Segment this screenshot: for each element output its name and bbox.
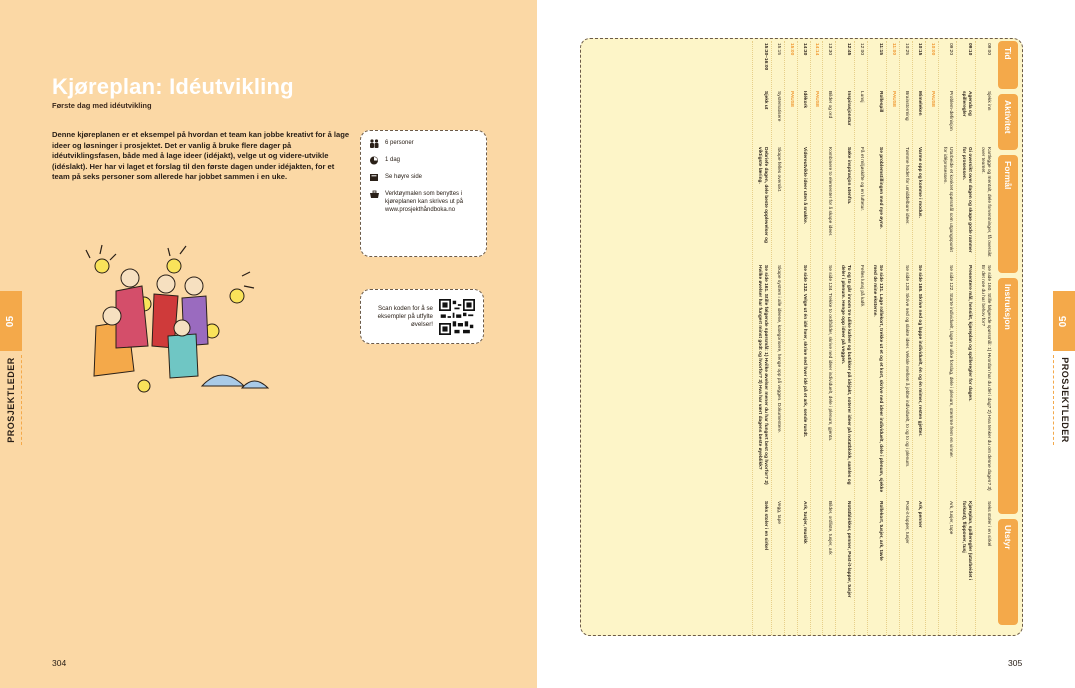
chapter-number: 05 xyxy=(1058,315,1070,327)
cell-tid: 11:15 xyxy=(877,43,883,56)
chapter-label-text: PROSJEKTLEDER xyxy=(5,357,16,443)
table-row xyxy=(925,41,938,635)
cell-aktivitet: PAUSE xyxy=(929,91,935,108)
info-row-reference xyxy=(369,173,478,182)
cell-instruksjon xyxy=(890,263,896,499)
cell-aktivitet: Inspirasjonstur xyxy=(846,91,852,126)
cell-aktivitet: Agenda og spilleregler xyxy=(961,91,973,117)
cell-utstyr: Vegg, tape xyxy=(775,501,781,524)
cell-aktivitet: Systematisere xyxy=(775,91,781,122)
table-row xyxy=(771,41,784,635)
cell-utstyr xyxy=(814,499,820,605)
table-row xyxy=(854,41,867,635)
info-row-toolkit xyxy=(369,190,478,214)
table-row xyxy=(810,41,823,635)
cell-aktivitet: PAUSE xyxy=(890,91,896,108)
cell-formal: Tømme hodet for umiddelbare ideer. xyxy=(903,147,909,225)
cell-utstyr: Seks stoler i en sirkel xyxy=(986,501,991,547)
cell-formal: Utarbeide et konkret spørsmål som utgangspunkt for idéprosessen. xyxy=(942,147,954,252)
cell-instruksjon xyxy=(929,263,935,499)
cell-utstyr xyxy=(929,499,935,605)
cell-aktivitet: PAUSE xyxy=(788,91,794,108)
schedule-table xyxy=(583,41,1022,635)
cell-tid: 12:00 xyxy=(859,43,865,56)
cell-instruksjon: Se side 132. Velge ut én idé hver, skrive ned hver idé på et ark, sende rundt. xyxy=(801,265,807,438)
cell-formal: Kartlegge og mentalt, dele forventninger, få oversikt over teamet. xyxy=(980,147,991,257)
cell-instruksjon: To og to går innom tre ulike kafeer og butikker på idéjakt, noterer ideer på notatblokk, samles og deler i plenum. Henge opp ideer på veggen. xyxy=(840,265,852,485)
cell-tid: 14:30 xyxy=(801,43,807,56)
cell-aktivitet: Sjekk inn xyxy=(986,91,991,111)
cell-instruksjon: Se side 134. Trekke to ord/bilder, skrive ned ideer individuelt, dele i plenum, gjenta. xyxy=(827,265,833,442)
cell-formal xyxy=(929,145,935,263)
cell-instruksjon: Se side 131. Lage rollekort, trekke ut et og et kort, skrive ned ideer individuelt, dele i plenum, sjekke med de mine eksterne. xyxy=(872,265,883,493)
qr-code-icon[interactable] xyxy=(439,299,475,335)
header-instruksjon: Instruksjon xyxy=(998,278,1018,514)
table-row xyxy=(975,41,994,635)
people-icon xyxy=(369,139,380,148)
cell-aktivitet: Sjekk ut xyxy=(762,91,768,110)
table-row xyxy=(823,41,836,635)
table-row xyxy=(912,41,925,635)
cell-formal xyxy=(788,145,794,263)
book-icon xyxy=(369,173,380,182)
info-box xyxy=(360,130,487,257)
cell-tid: 15:30–16:00 xyxy=(762,43,768,71)
table-header xyxy=(994,41,1022,635)
cell-aktivitet: Problem-definisjon xyxy=(948,91,954,131)
cell-tid: 14:14 xyxy=(814,43,820,56)
cell-formal: Videreutvikle ideer uten å snakke. xyxy=(801,147,807,224)
page-number-left: 304 xyxy=(52,658,67,668)
table-body xyxy=(752,41,994,635)
cell-aktivitet: Lunsj xyxy=(859,91,865,103)
cell-tid: 09:20 xyxy=(948,43,954,56)
cell-tid: 10:25 xyxy=(903,43,909,56)
header-utstyr: Utstyr xyxy=(998,519,1018,625)
cell-instruksjon: Presentere mål, hensikt, kjøreplan og spilleregler for dagen. xyxy=(967,265,973,402)
cell-formal: Skape felles oversikt. xyxy=(775,147,781,193)
cell-instruksjon: Felles lunsj på kafé. xyxy=(859,265,865,308)
cell-tid: 10:00 xyxy=(929,43,935,56)
cell-instruksjon: Se side 165. Skrive ned og lappe individuelt, én og én mimer, resten gjetter. xyxy=(916,265,922,437)
cell-utstyr xyxy=(788,499,794,605)
cell-utstyr: Post-it-lapper, tusjer xyxy=(903,501,909,544)
table-row xyxy=(886,41,899,635)
table-row xyxy=(899,41,912,635)
cell-aktivitet: Bilder og ord xyxy=(827,91,833,119)
info-people-text: 6 personer xyxy=(385,140,414,146)
cell-instruksjon: Se side 122. Starte individuelt, lage tre ulike forslag, dele i plenum, stemme frem en vinner. xyxy=(948,265,954,459)
table-row xyxy=(867,41,886,635)
cell-aktivitet: Idékork xyxy=(801,91,807,109)
cell-tid: 13:30 xyxy=(827,43,833,56)
table-row xyxy=(835,41,854,635)
cell-utstyr: Ark, penner xyxy=(916,501,922,528)
qr-box xyxy=(360,289,484,344)
cell-utstyr: Seks stoler i en sirkel xyxy=(762,501,768,551)
table-row xyxy=(797,41,810,635)
toolbox-icon xyxy=(369,190,380,199)
cell-formal: Få et miljøskifte og en luftetur. xyxy=(859,147,865,211)
team-illustration xyxy=(72,236,284,406)
cell-formal xyxy=(814,145,820,263)
table-row xyxy=(938,41,957,635)
cell-tid: 09:10 xyxy=(967,43,973,56)
header-formal: Formål xyxy=(998,155,1018,273)
cell-formal xyxy=(890,145,896,263)
cell-formal: Søke inspirasjon utenfra. xyxy=(846,147,852,205)
cell-tid: 09:00 xyxy=(986,43,991,56)
table-row xyxy=(956,41,975,635)
cell-utstyr: Notatblokker, penner, Post-it-lapper, tusjer xyxy=(846,501,852,598)
info-reference-text: Se høyre side xyxy=(385,174,423,180)
cell-aktivitet: Brainstorming xyxy=(903,91,909,121)
page-title: Kjøreplan: Idéutvikling xyxy=(52,74,294,99)
cell-instruksjon: Se side 161. Stille følgende spørsmål: 1) Hvilke øvelser mener du har fungert best og hvorfor? 2) Hvilke øvelser har fungert minst godt og hvorfor? 3) Hva har vært dagens beste øyeblikk? xyxy=(756,265,768,485)
qr-caption: Scan koden for å se eksempler på utfylte øvelser! xyxy=(377,304,433,328)
cell-utstyr: Rollekort, tusjer, ark, tavle xyxy=(877,501,883,561)
cell-utstyr xyxy=(890,499,896,605)
cell-utstyr: Ark, tusjer, tape xyxy=(948,501,954,535)
chapter-label-left xyxy=(0,355,22,445)
clock-icon xyxy=(369,156,380,165)
header-tid: Tid xyxy=(998,41,1018,89)
schedule-table-frame xyxy=(580,38,1023,636)
cell-tid: 15:00 xyxy=(788,43,794,56)
page-number-right: 305 xyxy=(1008,658,1023,668)
chapter-tab-right[interactable] xyxy=(1053,291,1075,351)
cell-aktivitet: Rollespill xyxy=(877,91,883,113)
table-row xyxy=(752,41,771,635)
cell-formal: Kombinere to elementer for å skape ideer. xyxy=(827,147,833,237)
intro-paragraph: Denne kjøreplanen er et eksempel på hvordan et team kan jobbe kreativt for å lage ideer og løsninger i prosjektet. Det er vanlig å bruke flere dager på idéutviklingsfasen, både med å lage ideer (idéjakt), velge ut og videre-utvikle (idéslakt). Her har vi laget et forslag til den første dagen under idéjakten, for et team på seks personer som allerede har jobbet sammen i en uke. xyxy=(52,130,350,182)
cell-utstyr: Ark, tusjer, musikk xyxy=(801,501,807,544)
cell-instruksjon xyxy=(814,263,820,499)
cell-formal: Varme opp og komme i modus. xyxy=(916,147,922,218)
cell-tid: 11:00 xyxy=(890,43,896,56)
cell-instruksjon: Skape system i alle ideene, kategorisere, henge opp på veggen. Dokumentere. xyxy=(775,265,781,433)
cell-utstyr: Kjøreplan, spilleregler (utarbeidet i forkant), flippover, tusj xyxy=(961,501,973,581)
cell-formal: Gi oversikt over dagen og skape gode rammer for prosessen. xyxy=(961,147,973,253)
info-row-people xyxy=(369,139,478,148)
chapter-number: 05 xyxy=(5,315,17,327)
chapter-tab-left[interactable] xyxy=(0,291,22,351)
cell-tid: 12:45 xyxy=(846,43,852,56)
page-subtitle: Første dag med idéutvikling xyxy=(52,101,152,110)
chapter-label-text: PROSJEKTLEDER xyxy=(1059,357,1070,443)
chapter-label-right xyxy=(1053,355,1075,445)
cell-utstyr: Bilder, ordliste, tusjer, ark xyxy=(827,501,833,555)
header-aktivitet: Aktivitet xyxy=(998,94,1018,150)
cell-tid: 10:15 xyxy=(916,43,922,56)
cell-formal: Se problemstillingen med nye øyne. xyxy=(877,147,883,229)
cell-instruksjon xyxy=(788,263,794,499)
cell-aktivitet: PAUSE xyxy=(814,91,820,108)
cell-aktivitet: Mimeleken xyxy=(916,91,922,116)
table-row xyxy=(784,41,797,635)
cell-instruksjon: Se side 160. Stille følgende spørsmål: 1) Hvordan har du det i dag? 2) Hva tenker du om denne dagen? 3) Er det noe du har behov for? xyxy=(980,265,991,491)
info-toolkit-text: Verktøymalen som benyttes i kjøreplanen kan skrives ut på www.prosjekthåndboka.no xyxy=(385,191,464,213)
cell-utstyr xyxy=(858,499,864,605)
left-page xyxy=(0,0,537,688)
cell-instruksjon: Se side 130. Skrive ned og slakte ideer. Veksle mellom å jobbe individuelt, to og to og i plenum. xyxy=(903,265,909,468)
info-row-time xyxy=(369,156,478,165)
info-time-text: 1 dag xyxy=(385,157,401,163)
cell-formal: Debriefe dagen, dele beste opplevelser og viktigste læring. xyxy=(756,147,768,243)
cell-tid: 15:15 xyxy=(775,43,781,56)
